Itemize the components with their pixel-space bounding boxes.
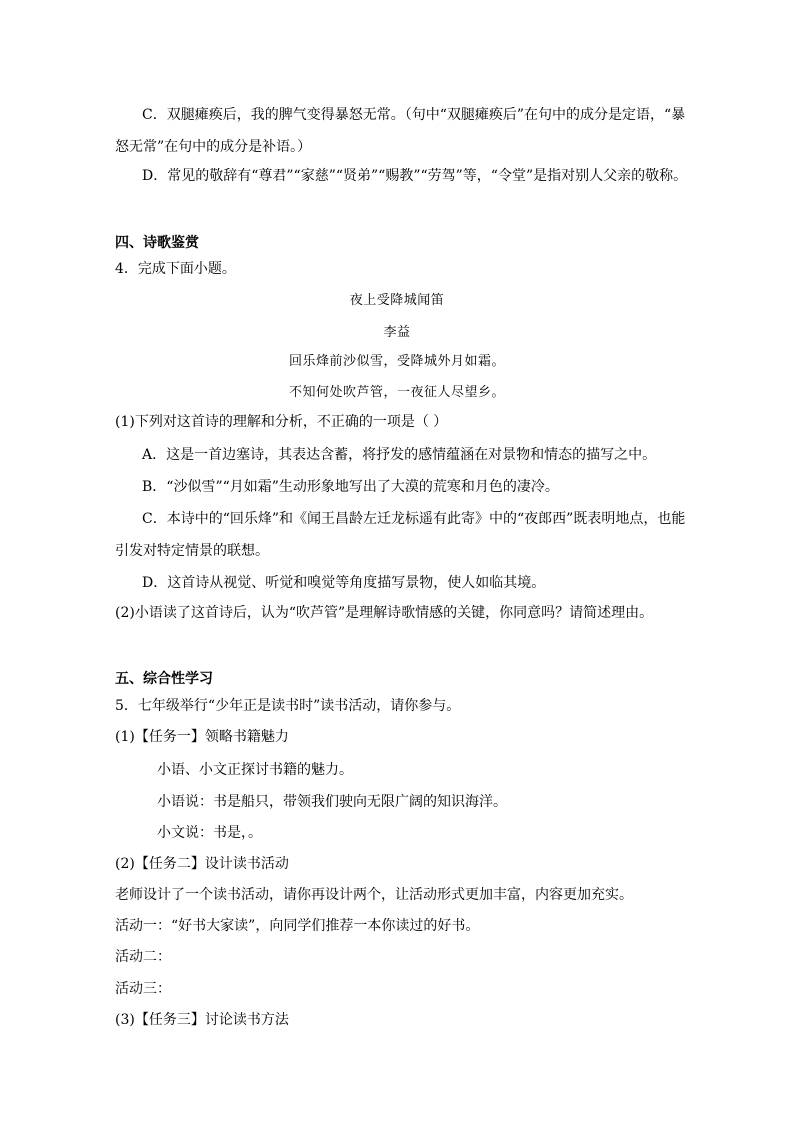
task-1-heading: (1)【任务一】领略书籍魅力 [115,729,289,745]
task-1-line: 小文说：书是，。 [157,825,262,841]
task-2-line: 活动二： [115,949,171,965]
option-c-line2: 怒无常”在句中的成分是补语。） [115,139,312,155]
option-c-line1: C．双腿瘫痪后，我的脾气变得暴怒无常。（句中“双腿瘫痪后”在句中的成分是定语，“暴 [142,107,686,123]
poem-title: 夜上受降城闻笛 [349,293,445,308]
section-heading-integrated: 五、综合性学习 [115,671,213,687]
task-1-line: 小语、小文正探讨书籍的魅力。 [157,762,353,778]
poem-author: 李益 [383,325,411,340]
option-a: A．这是一首边塞诗，其表达含蓄，将抒发的感情蕴涵在对景物和情态的描写之中。 [142,447,657,463]
task-2-line: 老师设计了一个读书活动，请你再设计两个，让活动形式更加丰富，内容更加充实。 [115,887,633,903]
task-2-line: 活动三： [115,981,171,997]
section-heading-poetry: 四、诗歌鉴赏 [115,235,199,251]
sub-question-1: (1)下列对这首诗的理解和分析，不正确的一项是（ ） [115,414,448,430]
task-2-heading: (2)【任务二】设计读书活动 [115,856,289,872]
poem-line-2: 不知何处吹芦管，一夜征人尽望乡。 [288,385,505,400]
task-3-heading: (3)【任务三】讨论读书方法 [115,1012,289,1028]
option-d: D．常见的敬辞有“尊君”“家慈”“贤弟”“赐教”“劳驾”等，“令堂”是指对别人父亲的敬称。 [142,168,688,184]
question-5-stem: 5．七年级举行“少年正是读书时”读书活动，请你参与。 [115,698,461,714]
option-c-line2: 引发对特定情景的联想。 [115,543,269,559]
question-4-stem: 4．完成下面小题。 [115,261,236,277]
option-b: B．“沙似雪”“月如霜”生动形象地写出了大漠的荒寒和月色的凄冷。 [142,479,559,495]
poem-line-1: 回乐烽前沙似雪，受降城外月如霜。 [288,354,505,369]
option-d: D．这首诗从视觉、听觉和嗅觉等角度描写景物，使人如临其境。 [142,575,546,591]
task-1-line: 小语说：书是船只，带领我们驶向无限广阔的知识海洋。 [157,794,507,810]
task-2-line: 活动一：“好书大家读”，向同学们推荐一本你读过的好书。 [115,918,480,934]
option-c-line1: C．本诗中的“回乐烽”和《闻王昌龄左迁龙标遥有此寄》中的“夜郎西”既表明地点，也能 [142,511,686,527]
sub-question-2: (2)小语读了这首诗后，认为“吹芦管”是理解诗歌情感的关键，你同意吗？请简述理由。 [115,605,654,621]
